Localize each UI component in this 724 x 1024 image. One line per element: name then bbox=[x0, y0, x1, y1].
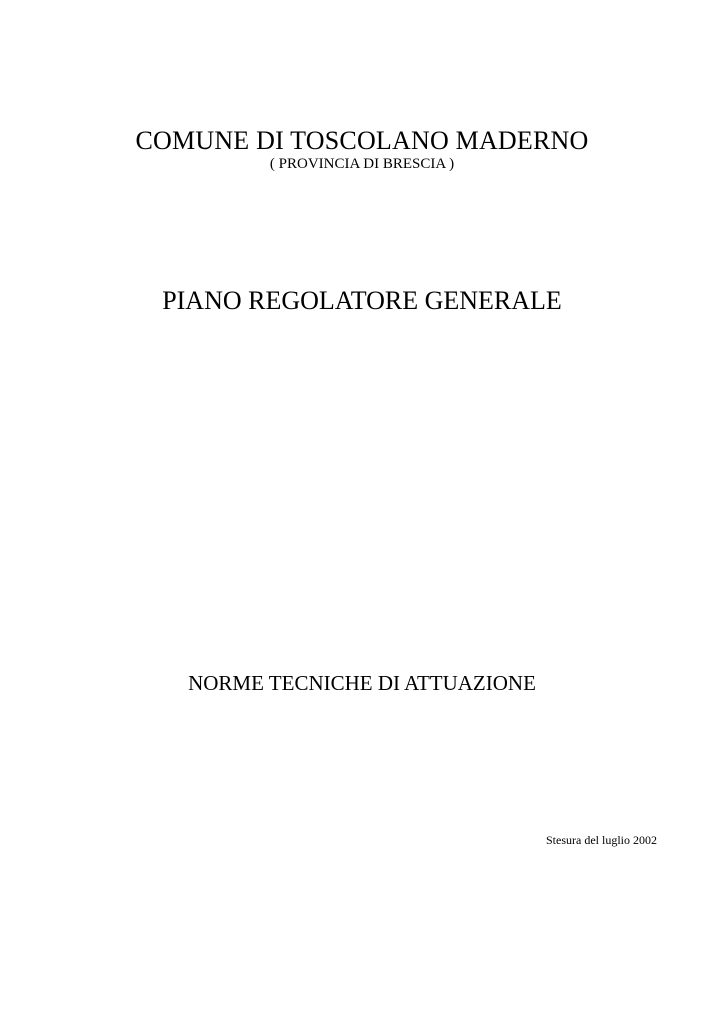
municipality-title: COMUNE DI TOSCOLANO MADERNO bbox=[135, 126, 589, 155]
norms-title: NORME TECNICHE DI ATTUAZIONE bbox=[188, 671, 536, 695]
province-subtitle: ( PROVINCIA DI BRESCIA ) bbox=[269, 156, 455, 172]
plan-title: PIANO REGOLATORE GENERALE bbox=[162, 286, 562, 315]
draft-date: Stesura del luglio 2002 bbox=[546, 833, 657, 847]
